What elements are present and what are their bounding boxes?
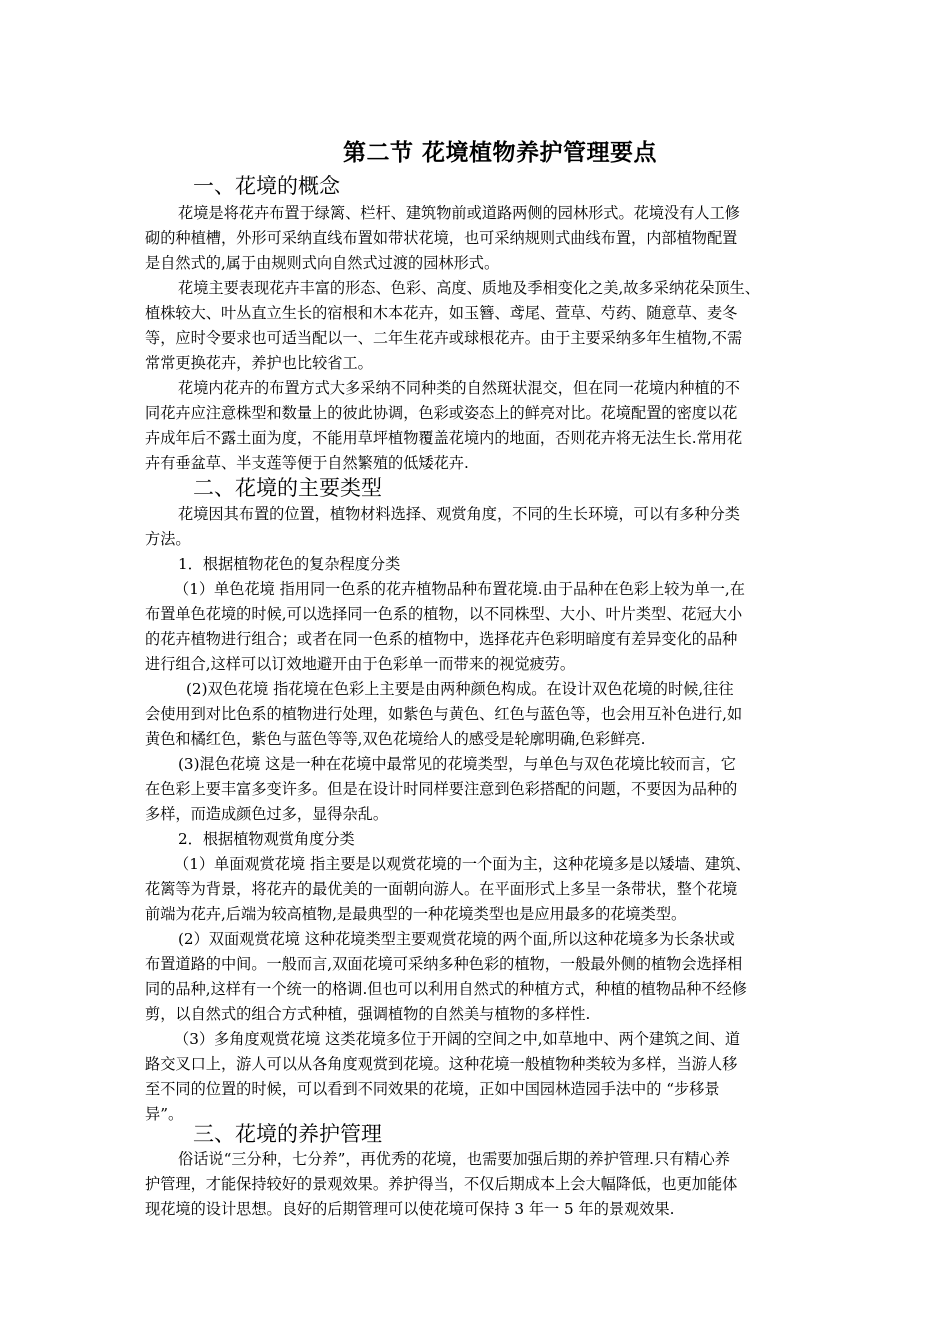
paragraph-line: 花境因其布置的位置，植物材料选择、观赏角度，不同的生长环境，可以有多种分类 xyxy=(178,505,740,523)
paragraph-line: 花境是将花卉布置于绿篱、栏杆、建筑物前或道路两侧的园林形式。花境没有人工修 xyxy=(178,204,740,222)
section-heading: 三、花境的养护管理 xyxy=(193,1122,382,1146)
paragraph-line: 前端为花卉,后端为较高植物,是最典型的一种花境类型也是应用最多的花境类型。 xyxy=(145,905,687,923)
section-heading: 一、花境的概念 xyxy=(193,174,340,198)
paragraph-line: 等，应时令要求也可适当配以一、二年生花卉或球根花卉。由于主要采纳多年生植物,不需 xyxy=(145,329,743,347)
section-heading: 二、花境的主要类型 xyxy=(193,476,382,500)
paragraph-line: 是自然式的,属于由规则式向自然式过渡的园林形式。 xyxy=(145,254,500,272)
paragraph-line: 多样，而造成颜色过多，显得杂乱。 xyxy=(145,805,388,823)
paragraph-line: 布置道路的中间。一般而言,双面花境可采纳多种色彩的植物，一般最外侧的植物会选择相 xyxy=(145,955,743,973)
paragraph-line: 常常更换花卉，养护也比较省工。 xyxy=(145,354,373,372)
paragraph-line: (2)双色花境 指花境在色彩上主要是由两种颜色构成。在设计双色花境的时候,往往 xyxy=(186,680,734,698)
paragraph-line: 的花卉植物进行组合；或者在同一色系的植物中，选择花卉色彩明暗度有差异变化的品种 xyxy=(145,630,738,648)
paragraph-line: (3)混色花境 这是一种在花境中最常见的花境类型，与单色与双色花境比较而言，它 xyxy=(178,755,736,773)
paragraph-line: 至不同的位置的时候，可以看到不同效果的花境，正如中国园林造园手法中的 “步移景 xyxy=(145,1080,720,1098)
paragraph-line: 砌的种植槽，外形可采纳直线布置如带状花境，也可采纳规则式曲线布置，内部植物配置 xyxy=(145,229,738,247)
paragraph-line: 植株较大、叶丛直立生长的宿根和木本花卉，如玉簪、鸢尾、萱草、芍药、随意草、麦冬 xyxy=(145,304,738,322)
paragraph-line: 俗话说“三分种，七分养”，再优秀的花境，也需要加强后期的养护管理.只有精心养 xyxy=(178,1150,730,1168)
subheading-line: 2．根据植物观赏角度分类 xyxy=(178,830,355,848)
paragraph-line: 同花卉应注意株型和数量上的彼此协调，色彩或姿态上的鲜亮对比。花境配置的密度以花 xyxy=(145,404,738,422)
paragraph-line: （1）单面观赏花境 指主要是以观赏花境的一个面为主，这种花境多是以矮墙、建筑、 xyxy=(174,855,751,873)
subheading-line: 1．根据植物花色的复杂程度分类 xyxy=(178,555,401,573)
paragraph-line: 异”。 xyxy=(145,1105,184,1123)
paragraph-line: 剪，以自然式的组合方式种植，强调植物的自然美与植物的多样性. xyxy=(145,1005,591,1023)
paragraph-line: 花境主要表现花卉丰富的形态、色彩、高度、质地及季相变化之美,故多采纳花朵顶生、 xyxy=(178,279,760,297)
paragraph-line: （1）单色花境 指用同一色系的花卉植物品种布置花境.由于品种在色彩上较为单一,在 xyxy=(174,580,745,598)
paragraph-line: 进行组合,这样可以订效地避开由于色彩单一而带来的视觉疲劳。 xyxy=(145,655,576,673)
paragraph-line: 卉有垂盆草、半支莲等便于自然繁殖的低矮花卉. xyxy=(145,454,469,472)
paragraph-line: 黄色和橘红色，紫色与蓝色等等,双色花境给人的感受是轮廓明确,色彩鲜亮. xyxy=(145,730,646,748)
paragraph-line: 花篱等为背景，将花卉的最优美的一面朝向游人。在平面形式上多呈一条带状，整个花境 xyxy=(145,880,738,898)
paragraph-line: 花境内花卉的布置方式大多采纳不同种类的自然斑状混交，但在同一花境内种植的不 xyxy=(178,379,740,397)
paragraph-line: （3）多角度观赏花境 这类花境多位于开阔的空间之中,如草地中、两个建筑之间、道 xyxy=(174,1030,741,1048)
paragraph-line: 布置单色花境的时候,可以选择同一色系的植物，以不同株型、大小、叶片类型、花冠大小 xyxy=(145,605,743,623)
page-title: 第二节 花境植物养护管理要点 xyxy=(342,139,657,166)
paragraph-line: (2）双面观赏花境 这种花境类型主要观赏花境的两个面,所以这种花境多为长条状或 xyxy=(178,930,735,948)
paragraph-line: 会使用到对比色系的植物进行处理，如紫色与黄色、红色与蓝色等，也会用互补色进行,如 xyxy=(145,705,743,723)
paragraph-line: 卉成年后不露土面为度，不能用草坪植物覆盖花境内的地面，否则花卉将无法生长.常用花 xyxy=(145,429,743,447)
paragraph-line: 路交叉口上，游人可以从各角度观赏到花境。这种花境一般植物种类较为多样，当游人移 xyxy=(145,1055,738,1073)
paragraph-line: 方法。 xyxy=(145,530,191,548)
paragraph-line: 在色彩上要丰富多变许多。但是在设计时同样要注意到色彩搭配的问题，不要因为品种的 xyxy=(145,780,738,798)
paragraph-line: 现花境的设计思想。良好的后期管理可以使花境可保持 3 年一 5 年的景观效果. xyxy=(145,1200,675,1218)
paragraph-line: 同的品种,这样有一个统一的格调.但也可以利用自然式的种植方式，种植的植物品种不经修 xyxy=(145,980,747,998)
paragraph-line: 护管理，才能保持较好的景观效果。养护得当，不仅后期成本上会大幅降低，也更加能体 xyxy=(145,1175,738,1193)
